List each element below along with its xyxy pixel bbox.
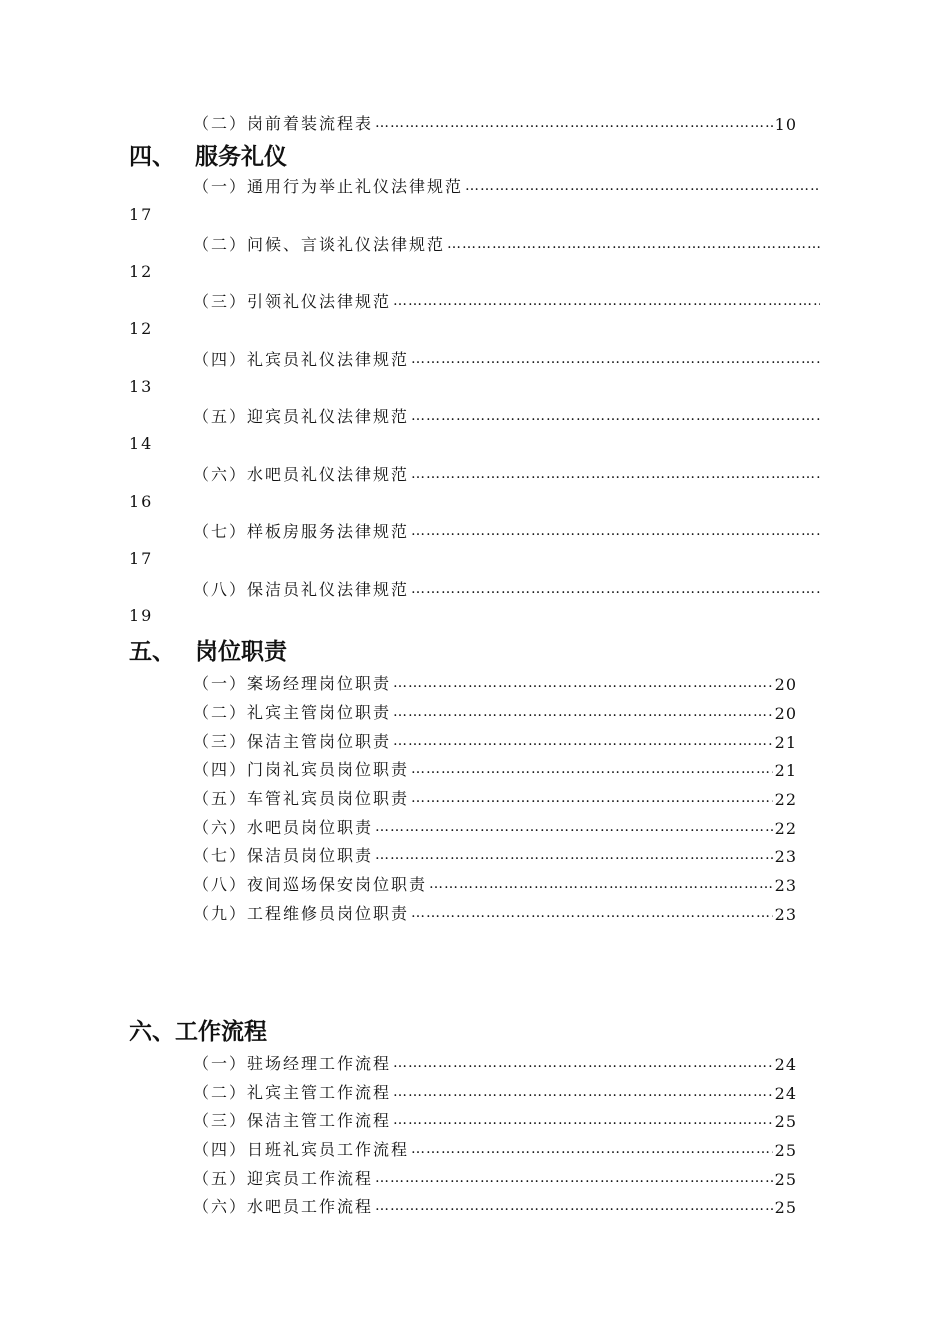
toc-entry[interactable]	[193, 1105, 797, 1131]
toc-entry[interactable]	[193, 108, 797, 134]
section-title: 服务礼仪	[195, 144, 287, 170]
toc-entry[interactable]	[193, 869, 797, 895]
dot-leader	[411, 581, 820, 600]
toc-entry-page: 17	[129, 205, 154, 224]
section-heading-4	[129, 138, 287, 171]
toc-entry-label: （九）工程维修员岗位职责	[193, 904, 410, 923]
toc-entry[interactable]	[193, 229, 820, 255]
toc-entry-label: （一）通用行为举止礼仪法律规范	[193, 177, 464, 196]
toc-entry[interactable]	[193, 726, 797, 752]
toc-entry-page: 12	[129, 262, 154, 281]
dot-leader	[393, 704, 773, 723]
toc-entry-label: （五）迎宾员工作流程	[193, 1169, 374, 1188]
dot-leader	[393, 1084, 773, 1103]
toc-entry-page: 12	[129, 319, 154, 338]
toc-entry[interactable]	[193, 697, 797, 723]
toc-entry[interactable]	[193, 516, 820, 542]
toc-entry-label: （四）门岗礼宾员岗位职责	[193, 760, 410, 779]
section-number: 五、	[129, 639, 175, 665]
toc-entry[interactable]	[193, 1134, 797, 1160]
toc-entry[interactable]	[193, 1191, 797, 1217]
toc-entry[interactable]	[193, 783, 797, 809]
dot-leader	[411, 523, 820, 542]
toc-entry[interactable]	[193, 812, 797, 838]
toc-entry-label: （四）礼宾员礼仪法律规范	[193, 350, 410, 369]
toc-entry-label: （六）水吧员岗位职责	[193, 818, 374, 837]
dot-leader	[411, 790, 773, 809]
dot-leader	[393, 1055, 773, 1074]
dot-leader	[393, 1112, 773, 1131]
toc-entry-label: （八）保洁员礼仪法律规范	[193, 580, 410, 599]
toc-entry[interactable]	[193, 1163, 797, 1189]
toc-entry-page: 10	[774, 115, 797, 134]
toc-entry-page: 21	[774, 761, 797, 780]
toc-entry-label: （七）样板房服务法律规范	[193, 522, 410, 541]
dot-leader	[393, 733, 773, 752]
toc-entry[interactable]	[193, 171, 820, 197]
toc-entry-page: 14	[129, 434, 154, 453]
toc-entry[interactable]	[193, 344, 820, 370]
toc-entry-page: 22	[774, 819, 797, 838]
dot-leader	[393, 675, 773, 694]
toc-entry-label: （五）迎宾员礼仪法律规范	[193, 407, 410, 426]
toc-entry-label: （四）日班礼宾员工作流程	[193, 1140, 410, 1159]
toc-entry-page: 24	[774, 1055, 797, 1074]
section-heading-5	[129, 633, 287, 666]
dot-leader	[411, 761, 773, 780]
dot-leader	[375, 819, 773, 838]
toc-entry-label: （三）引领礼仪法律规范	[193, 292, 392, 311]
dot-leader	[375, 847, 773, 866]
toc-entry-page: 25	[774, 1198, 797, 1217]
toc-entry-page: 21	[774, 733, 797, 752]
toc-entry[interactable]	[193, 898, 797, 924]
dot-leader	[375, 1170, 773, 1189]
toc-entry-label: （五）车管礼宾员岗位职责	[193, 789, 410, 808]
toc-entry-label: （三）保洁主管工作流程	[193, 1111, 392, 1130]
toc-entry-label: （二）问候、言谈礼仪法律规范	[193, 235, 446, 254]
toc-entry[interactable]	[193, 668, 797, 694]
dot-leader	[375, 1198, 773, 1217]
toc-entry-label: （六）水吧员工作流程	[193, 1197, 374, 1216]
toc-entry[interactable]	[193, 286, 820, 312]
toc-entry-label: （七）保洁员岗位职责	[193, 846, 374, 865]
toc-entry-page: 25	[774, 1141, 797, 1160]
toc-entry-page: 25	[774, 1112, 797, 1131]
toc-entry[interactable]	[193, 1048, 797, 1074]
toc-entry-page: 16	[129, 492, 154, 511]
dot-leader	[411, 905, 773, 924]
toc-entry-label: （六）水吧员礼仪法律规范	[193, 465, 410, 484]
dot-leader	[429, 876, 773, 895]
dot-leader	[375, 115, 773, 134]
toc-entry-page: 20	[774, 704, 797, 723]
toc-entry-page: 24	[774, 1084, 797, 1103]
toc-entry-page: 25	[774, 1170, 797, 1189]
toc-entry[interactable]	[193, 574, 820, 600]
toc-entry-label: （一）驻场经理工作流程	[193, 1054, 392, 1073]
dot-leader	[411, 408, 820, 427]
dot-leader	[411, 466, 820, 485]
toc-entry[interactable]	[193, 459, 820, 485]
toc-entry[interactable]	[193, 401, 820, 427]
toc-entry-page: 22	[774, 790, 797, 809]
toc-entry-label: （二）岗前着装流程表	[193, 114, 374, 133]
dot-leader	[393, 293, 820, 312]
dot-leader	[465, 178, 820, 197]
toc-entry-label: （三）保洁主管岗位职责	[193, 732, 392, 751]
dot-leader	[447, 236, 820, 255]
toc-entry[interactable]	[193, 1077, 797, 1103]
section-heading-6: 六、工作流程	[129, 1019, 267, 1045]
toc-entry-page: 13	[129, 377, 154, 396]
section-number: 四、	[129, 144, 175, 170]
toc-entry-page: 23	[774, 905, 797, 924]
toc-entry-label: （二）礼宾主管工作流程	[193, 1083, 392, 1102]
dot-leader	[411, 1141, 773, 1160]
toc-entry-label: （一）案场经理岗位职责	[193, 674, 392, 693]
toc-entry-page: 23	[774, 876, 797, 895]
toc-entry-label: （八）夜间巡场保安岗位职责	[193, 875, 428, 894]
toc-entry-page: 20	[774, 675, 797, 694]
dot-leader	[411, 351, 820, 370]
toc-entry[interactable]	[193, 840, 797, 866]
toc-entry-page: 23	[774, 847, 797, 866]
toc-entry-page: 19	[129, 606, 154, 625]
toc-entry-label: （二）礼宾主管岗位职责	[193, 703, 392, 722]
toc-entry-page: 17	[129, 549, 154, 568]
section-title: 岗位职责	[195, 639, 287, 665]
toc-entry[interactable]	[193, 754, 797, 780]
